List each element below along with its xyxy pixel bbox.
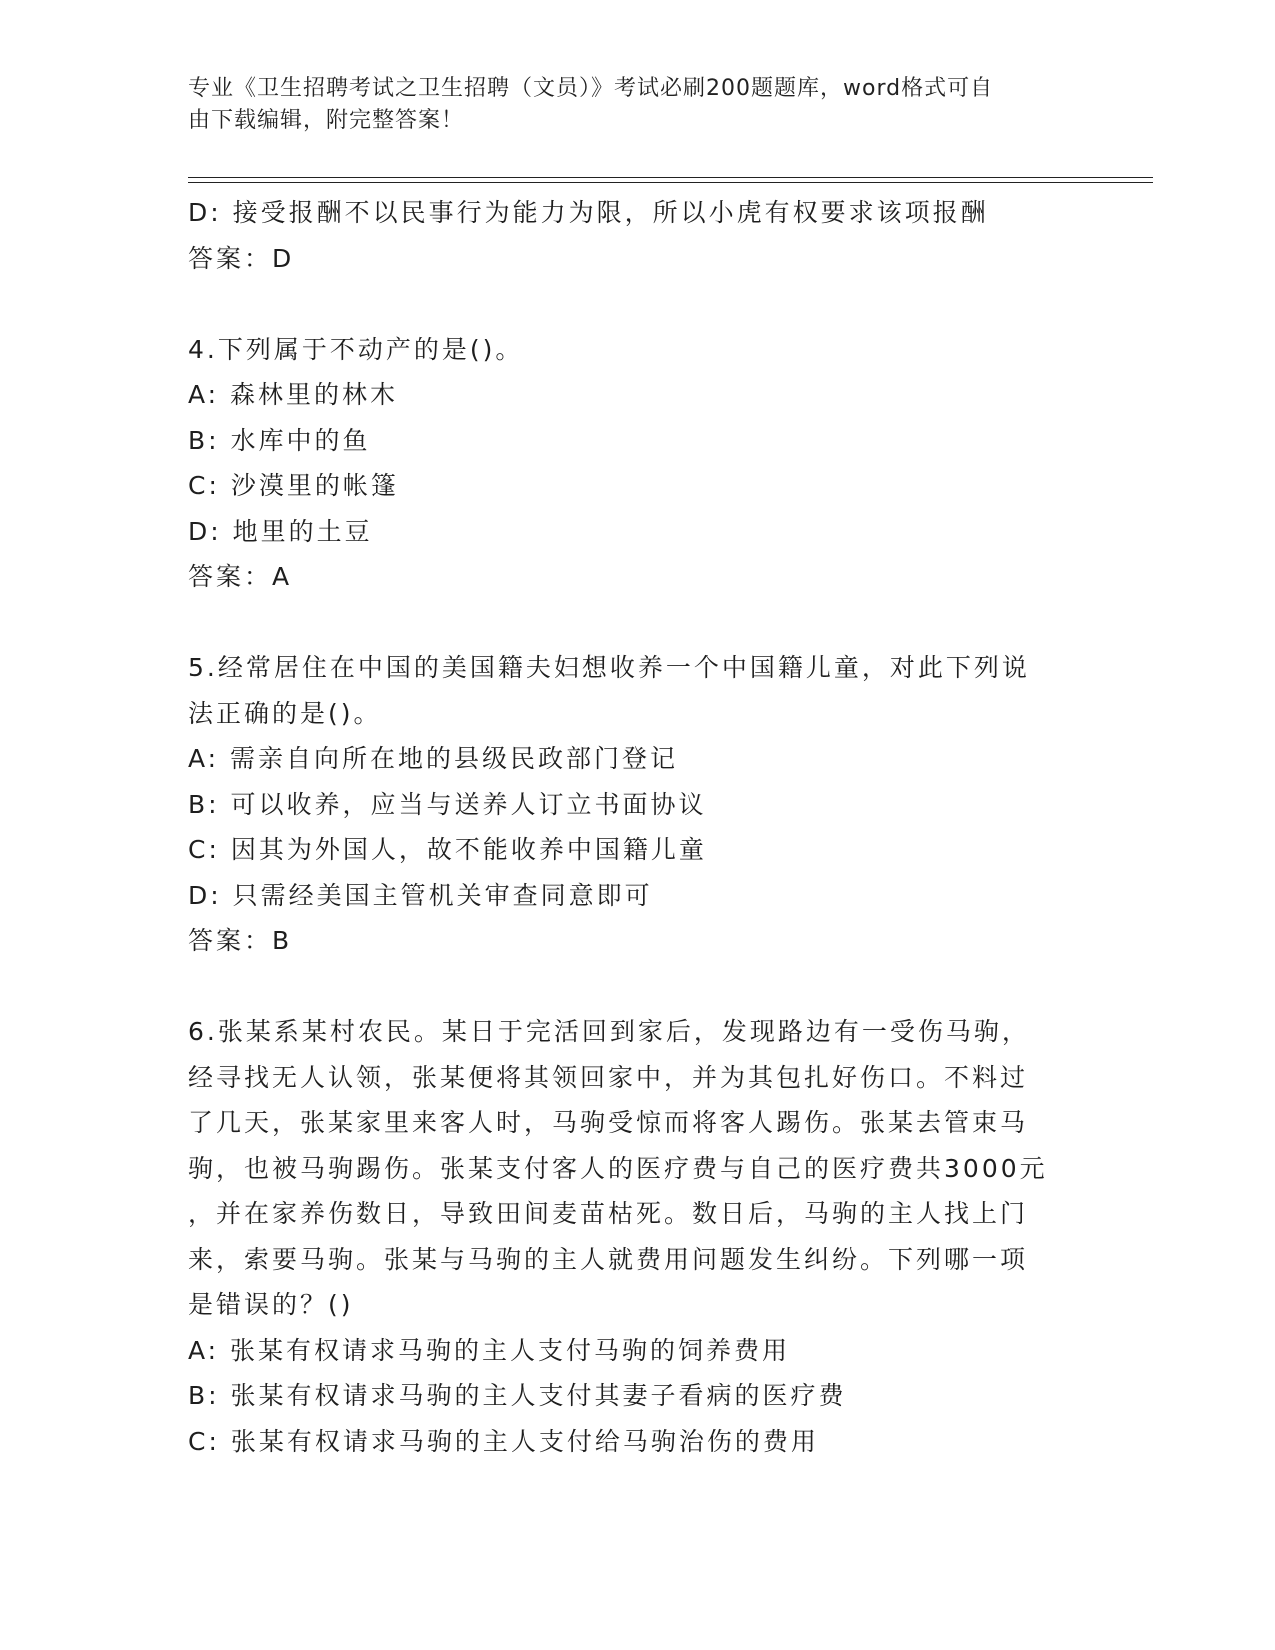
question-stem-line-2: 经寻找无人认领，张某便将其领回家中，并为其包扎好伤口。不料过 xyxy=(188,1062,1029,1092)
spacer xyxy=(188,600,1088,646)
spacer xyxy=(188,964,1088,1010)
question-3-tail xyxy=(188,190,1088,281)
question-5 xyxy=(188,645,1088,964)
question-stem-line-4: 驹，也被马驹踢伤。张某支付客人的医疗费与自己的医疗费共3000元 xyxy=(188,1153,1048,1183)
spacer xyxy=(188,281,1088,327)
option-b: B: 水库中的鱼 xyxy=(188,425,371,455)
answer: 答案：A xyxy=(188,562,293,591)
option-a: A: 张某有权请求马驹的主人支付马驹的饲养费用 xyxy=(188,1335,791,1365)
answer: 答案：B xyxy=(188,926,293,955)
question-stem-line-3: 了几天，张某家里来客人时，马驹受惊而将客人踢伤。张某去管束马 xyxy=(188,1108,1029,1137)
option-d: D: 接受报酬不以民事行为能力为限，所以小虎有权要求该项报酬 xyxy=(188,198,989,227)
option-c: C: 沙漠里的帐篷 xyxy=(188,471,399,500)
header-line-2: 由下载编辑，附完整答案！ xyxy=(188,108,465,133)
option-b: B: 可以收养，应当与送养人订立书面协议 xyxy=(188,789,707,819)
option-b: B: 张某有权请求马驹的主人支付其妻子看病的医疗费 xyxy=(188,1381,847,1410)
option-c: C: 因其为外国人，故不能收养中国籍儿童 xyxy=(188,835,707,864)
question-stem-line-1: 5.经常居住在中国的美国籍夫妇想收养一个中国籍儿童，对此下列说 xyxy=(188,653,1030,682)
header-divider-bottom xyxy=(188,182,1153,183)
question-stem-line-6: 来，索要马驹。张某与马驹的主人就费用问题发生纠纷。下列哪一项 xyxy=(188,1244,1029,1274)
question-6 xyxy=(188,1009,1088,1464)
option-a: A: 需亲自向所在地的县级民政部门登记 xyxy=(188,744,679,773)
question-stem-line-7: 是错误的？() xyxy=(188,1290,354,1319)
header-divider-top xyxy=(188,177,1153,178)
option-c: C: 张某有权请求马驹的主人支付给马驹治伤的费用 xyxy=(188,1426,819,1456)
question-stem-line-2: 法正确的是()。 xyxy=(188,698,382,728)
document-header xyxy=(188,73,1078,137)
question-stem: 4.下列属于不动产的是()。 xyxy=(188,334,524,364)
option-d: D: 只需经美国主管机关审查同意即可 xyxy=(188,880,653,910)
question-stem-line-5: ，并在家养伤数日，导致田间麦苗枯死。数日后，马驹的主人找上门 xyxy=(188,1199,1029,1228)
answer: 答案：D xyxy=(188,243,295,273)
question-stem-line-1: 6.张某系某村农民。某日于完活回到家后，发现路边有一受伤马驹， xyxy=(188,1017,1030,1046)
option-d: D: 地里的土豆 xyxy=(188,516,373,546)
question-4 xyxy=(188,327,1088,600)
document-body xyxy=(188,190,1088,1464)
option-a: A: 森林里的林木 xyxy=(188,380,399,409)
header-line-1: 专业《卫生招聘考试之卫生招聘（文员）》考试必刷200题题库，word格式可自 xyxy=(188,76,994,101)
